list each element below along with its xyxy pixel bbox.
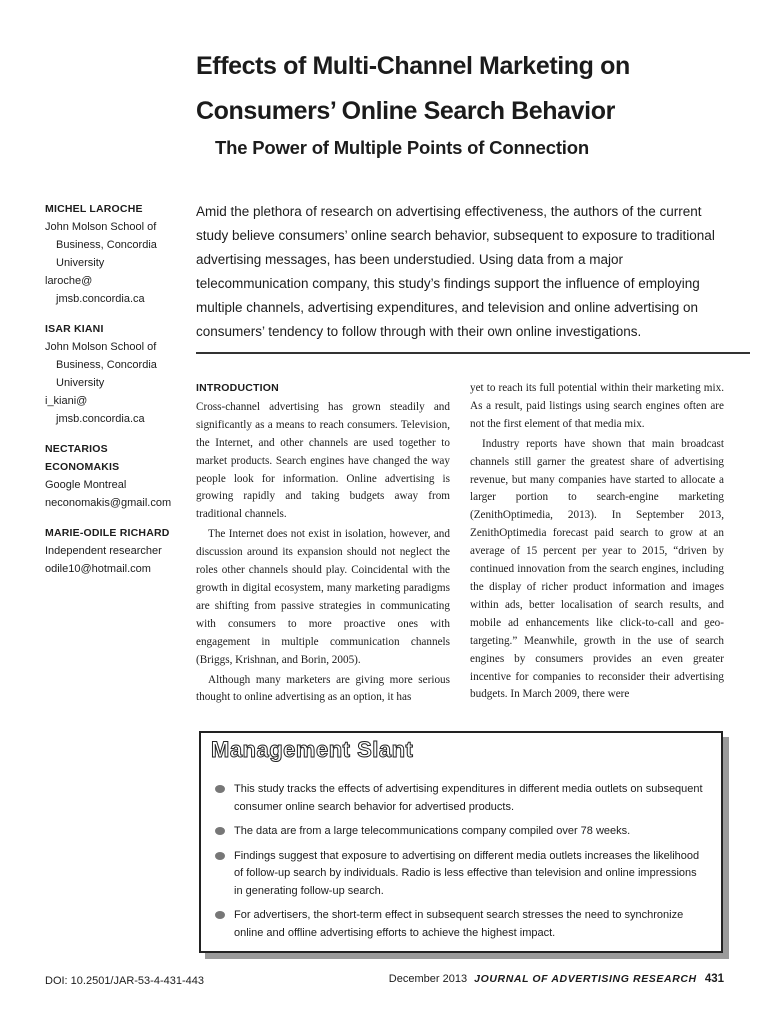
title-line-1: Effects of Multi-Channel Marketing on (196, 52, 630, 80)
body-column-left (196, 380, 450, 707)
bullet-icon (215, 785, 225, 793)
affiliation-line: Independent researcher (45, 545, 162, 557)
slant-item (213, 848, 703, 901)
author-laroche (45, 200, 185, 308)
author-email-domain[interactable]: jmsb.concordia.ca (56, 413, 145, 425)
paragraph: Although many marketers are giving more serious thought to online advertising as an option, it has (196, 673, 450, 704)
author-name: ISAR KIANI (45, 323, 104, 335)
author-email[interactable]: neconomakis@gmail.com (45, 497, 172, 509)
slant-item-text: For advertisers, the short-term effect in subsequent search stresses the need to synchronize online and offline advertising efforts to achieve the highest impact. (234, 909, 684, 939)
article-subtitle: The Power of Multiple Points of Connection (215, 137, 589, 158)
author-email-domain[interactable]: jmsb.concordia.ca (56, 293, 145, 305)
article-title (196, 44, 736, 134)
author-richard (45, 524, 185, 578)
section-heading: INTRODUCTION (196, 382, 279, 394)
author-name: NECTARIOS (45, 443, 108, 455)
affiliation-line: Business, Concordia (56, 239, 157, 251)
affiliation-line: Google Montreal (45, 479, 127, 491)
slant-item-text: Findings suggest that exposure to advertising on different media outlets increases the likelihood of follow-up search by individuals. Radio is less effective than television and online impressions in generating follow-up search. (234, 849, 700, 897)
author-kiani (45, 320, 185, 428)
slant-title: Management Slant (211, 737, 414, 762)
author-name: ECONOMAKIS (45, 461, 120, 473)
paragraph: Industry reports have shown that main broadcast channels still garner the greatest share of advertising revenue, but many companies have started to allocate a larger portion to search-engine marketing (ZenithOptimedia, 2013). In September 2013, ZenithOptimedia forecast paid search to grow at an average of 15 percent per year to 2015, “driven by continued innovation from the search engines, including the display of richer product information and images within ads, better localisation of search results, and mobile ad enhancements like click-to-call and geo-targeting.” Meanwhile, growth in the use of search engines by consumers provides an even greater incentive for companies to reconsider their advertising budgets. In March 2009, there were (470, 437, 724, 701)
footer-right (389, 973, 724, 985)
author-email[interactable]: odile10@hotmail.com (45, 563, 151, 575)
bullet-icon (215, 827, 225, 835)
issue-date: December 2013 (388, 973, 468, 985)
slant-item (213, 823, 703, 841)
slant-item-text: The data are from a large telecommunications company compiled over 78 weeks. (234, 825, 631, 837)
author-name: MICHEL LAROCHE (45, 203, 143, 215)
doi[interactable]: DOI: 10.2501/JAR-53-4-431-443 (45, 975, 204, 987)
slant-item (213, 781, 703, 816)
abstract: Amid the plethora of research on advertising effectiveness, the authors of the current study believe consumers’ online search behavior, subsequent to exposure to traditional advertising messages, has been understudied. Using data from a major telecommunication company, this study’s findings support the influence of employing multiple channels, advertising expenditures, and television and online advertising on consumers’ tendency to follow through with their own online investigations. (196, 204, 715, 339)
slant-item (213, 907, 703, 942)
management-slant-box (199, 731, 723, 953)
paragraph: The Internet does not exist in isolation, however, and discussion around its expansion should not neglect the roles other channels should play. Coincidental with the growth in digital ecosystem, many marketing paradigms are shifting from passive strategies in communicating with consumers to more proactive ones with engagement in multiple communication channels (Briggs, Krishnan, and Borin, 2005). (196, 528, 450, 666)
body-column-right (470, 380, 724, 704)
affiliation-line: University (56, 257, 105, 269)
affiliation-line: John Molson School of (45, 221, 157, 233)
bullet-icon (215, 852, 225, 860)
abstract-divider (196, 352, 750, 354)
author-economakis (45, 440, 185, 512)
affiliation-line: University (56, 377, 105, 389)
slant-list (213, 781, 703, 949)
affiliation-line: Business, Concordia (56, 359, 157, 371)
paragraph: yet to reach its full potential within their marketing mix. As a result, paid listings using search engines often are not the first element of that media mix. (470, 382, 724, 430)
journal-name: JOURNAL OF ADVERTISING RESEARCH (474, 973, 697, 985)
affiliation-line: John Molson School of (45, 341, 157, 353)
author-email[interactable]: laroche@ (45, 275, 93, 287)
author-name: MARIE-ODILE RICHARD (45, 527, 170, 539)
paragraph: Cross-channel advertising has grown steadily and significantly as a means to reach consumers. Television, the Internet, and other channels are used together to market products. Search engines have changed the way people look for information. Online advertising is growing rapidly and taking budgets away from traditional channels. (196, 400, 450, 521)
page-number: 431 (704, 973, 724, 985)
author-list (45, 200, 185, 590)
slant-item-text: This study tracks the effects of advertising expenditures in different media outlets on subsequent consumer online search behavior for advertised products. (234, 783, 703, 813)
author-email[interactable]: i_kiani@ (45, 395, 88, 407)
bullet-icon (215, 911, 225, 919)
title-line-2: Consumers’ Online Search Behavior (196, 97, 615, 125)
